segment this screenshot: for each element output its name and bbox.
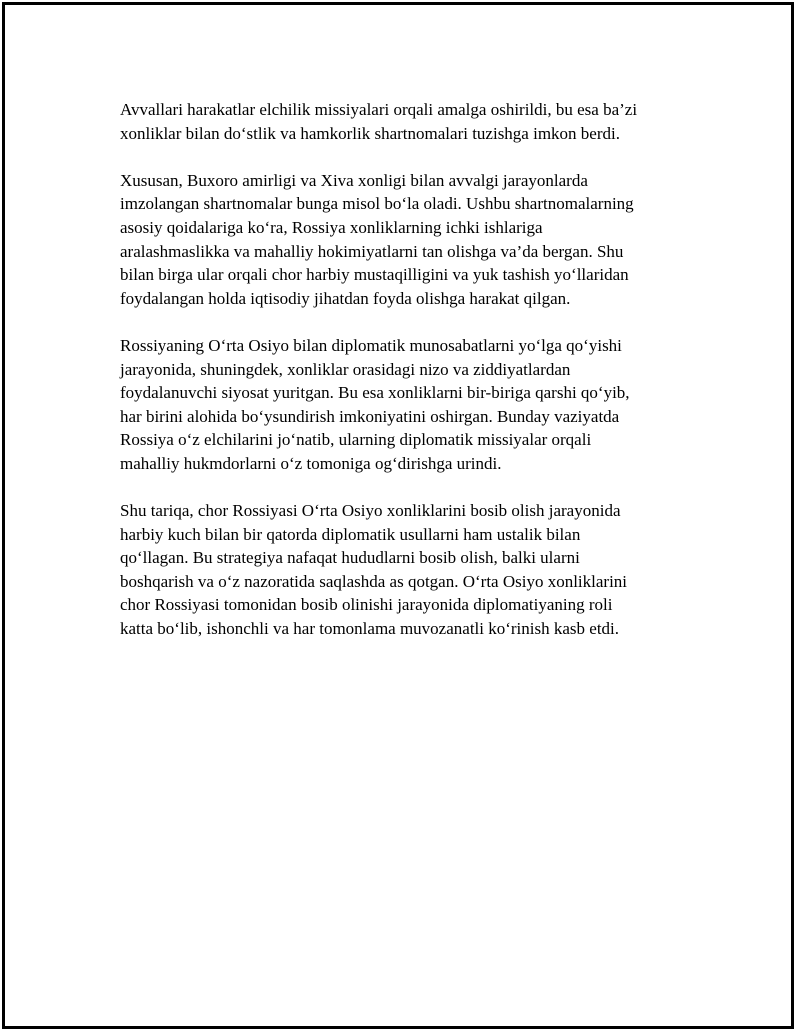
paragraph-3: Rossiyaning O‘rta Osiyo bilan diplomatik munosabatlarni yo‘lga qo‘yishi jarayonida, shuningdek, xonliklar orasidagi nizo va ziddiyatlardan foydalanuvchi siyosat yuritgan. Bu esa xonliklarni bir-biriga qarshi qo‘yib, har birini alohida bo‘ysundirish imkoniyatini oshirgan. Bunday vaziyatda Rossiya o‘z elchilarini jo‘natib, ularning diplomatik missiyalar orqali mahalliy hukmdorlarni o‘z tomoniga og‘dirishga urindi.	[120, 335, 630, 473]
paragraph-1: Avvallari harakatlar elchilik missiyalari orqali amalga oshirildi, bu esa ba’zi xonliklar bilan do‘stlik va hamkorlik shartnomalari tuzishga imkon berdi.	[120, 100, 638, 143]
document-page	[2, 2, 794, 1029]
paragraph-4: Shu tariqa, chor Rossiyasi O‘rta Osiyo xonliklarini bosib olish jarayonida harbiy kuch bilan bir qatorda diplomatik usullarni ham ustalik bilan qo‘llagan. Bu strategiya nafaqat hududlarni bosib olish, balki ularni boshqarish va o‘z nazoratida saqlashda as qotgan. O‘rta Osiyo xonliklarini chor Rossiyasi tomonidan bosib olinishi jarayonida diplomatiyaning roli katta bo‘lib, ishonchli va har tomonlama muvozanatli ko‘rinish kasb etdi.	[120, 501, 628, 639]
document-body	[120, 98, 705, 664]
paragraph-2: Xususan, Buxoro amirligi va Xiva xonligi bilan avvalgi jarayonlarda imzolangan shartnomalar bunga misol bo‘la oladi. Ushbu shartnomalarning asosiy qoidalariga ko‘ra, Rossiya xonliklarning ichki ishlariga aralashmaslikka va mahalliy hokimiyatlarni tan olishga va’da bergan. Shu bilan birga ular orqali chor harbiy mustaqilligini va yuk tashish yo‘llaridan foydalangan holda iqtisodiy jihatdan foyda olishga harakat qilgan.	[120, 170, 634, 308]
